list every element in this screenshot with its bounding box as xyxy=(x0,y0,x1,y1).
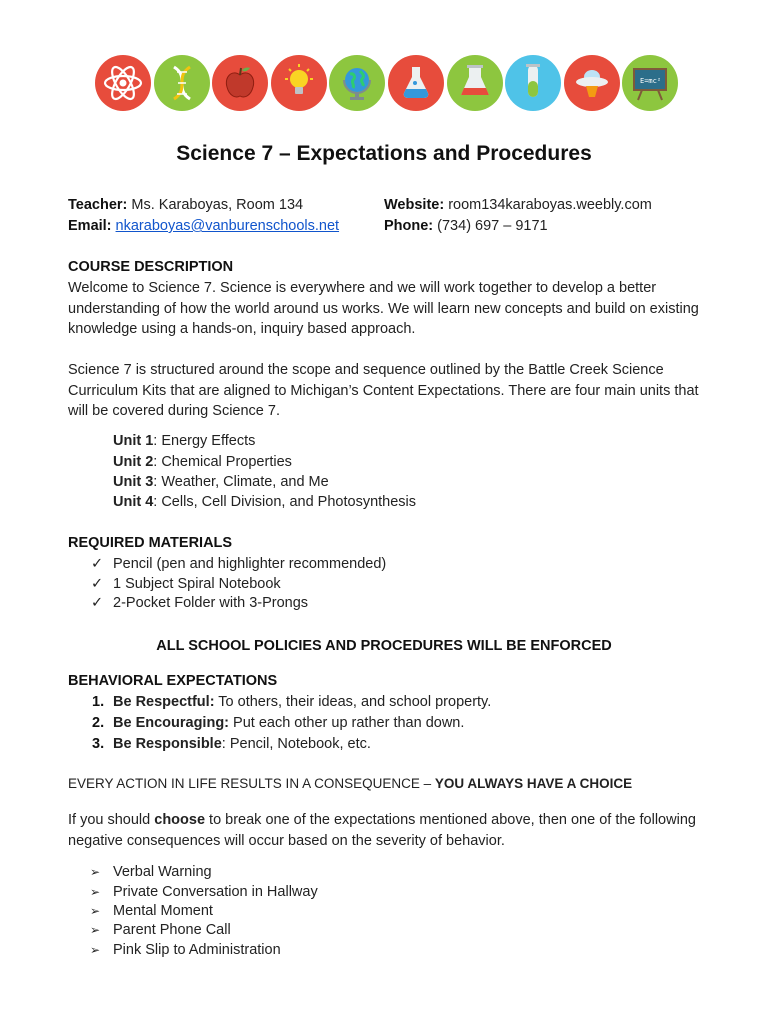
consequence-choice: YOU ALWAYS HAVE A CHOICE xyxy=(434,776,633,791)
expectation-label: Be Encouraging: xyxy=(113,715,230,731)
item-number: 3. xyxy=(92,736,105,752)
course-paragraph-2: Science 7 is structured around the scope and sequence outlined by the Battle Creek Science Curriculum Kits that are aligned to Michigan’s Content Expectations. There are four main units that will be covered during Science 7. xyxy=(68,362,699,419)
choose-post: to break one of the expectations mentioned above, then one of the following negative consequences will occur based on the severity of behavior. xyxy=(68,812,696,849)
choose-pre: If you should xyxy=(68,812,155,828)
unit-label: Unit 2 xyxy=(113,454,154,470)
consequence-item xyxy=(90,864,212,880)
unit-item xyxy=(113,454,292,470)
website-value: room134karaboyas.weebly.com xyxy=(444,197,652,213)
arrow-bullet-icon: ➢ xyxy=(90,923,101,937)
apple-icon xyxy=(212,55,268,111)
required-materials-heading: REQUIRED MATERIALS xyxy=(68,535,233,551)
expectation-item xyxy=(92,715,464,731)
consequence-text: Pink Slip to Administration xyxy=(113,942,281,958)
consequence-text: Private Conversation in Hallway xyxy=(113,884,318,900)
policies-notice: ALL SCHOOL POLICIES AND PROCEDURES WILL BE ENFORCED xyxy=(156,638,612,654)
science-icon-strip xyxy=(95,55,681,111)
course-paragraph-1: Welcome to Science 7. Science is everywhere and we will work together to develop a better understanding of how the world around us works. We will learn new concepts and build on existing knowledge using a hands-on, inquiry based approach. xyxy=(68,280,699,337)
teacher-value: Ms. Karaboyas, Room 134 xyxy=(127,197,304,213)
choose-bold: choose xyxy=(154,812,206,828)
phone-label: Phone: xyxy=(384,218,434,234)
expectation-item xyxy=(92,694,491,710)
phone-line xyxy=(384,218,548,234)
email-label: Email: xyxy=(68,218,112,234)
consequence-text: Parent Phone Call xyxy=(113,922,231,938)
behavioral-expectations-heading: BEHAVIORAL EXPECTATIONS xyxy=(68,673,278,689)
expectation-label: Be Responsible xyxy=(113,736,222,752)
atom-icon xyxy=(95,55,151,111)
consequence-item xyxy=(90,903,213,919)
consequence-item xyxy=(90,942,281,958)
consequence-item xyxy=(90,922,231,938)
choose-paragraph xyxy=(68,810,708,851)
email-link[interactable]: nkaraboyas@vanburenschools.net xyxy=(115,218,340,234)
material-item xyxy=(91,595,308,611)
item-number: 2. xyxy=(92,715,105,731)
flask-icon xyxy=(388,55,444,111)
chalkboard-icon xyxy=(622,55,678,111)
test-tube-icon xyxy=(505,55,561,111)
expectation-text: Put each other up rather than down. xyxy=(229,715,465,731)
globe-icon xyxy=(329,55,385,111)
unit-text: : Weather, Climate, and Me xyxy=(153,474,329,490)
material-item xyxy=(91,576,281,592)
unit-text: : Chemical Properties xyxy=(153,454,292,470)
dna-icon xyxy=(154,55,210,111)
phone-value: (734) 697 – 9171 xyxy=(433,218,548,234)
arrow-bullet-icon: ➢ xyxy=(90,904,101,918)
email-line xyxy=(68,218,339,234)
arrow-bullet-icon: ➢ xyxy=(90,943,101,957)
expectation-label: Be Respectful: xyxy=(113,694,215,710)
consequence-item xyxy=(90,884,318,900)
unit-item xyxy=(113,494,416,510)
consequence-text: Verbal Warning xyxy=(113,864,212,880)
material-text: 2-Pocket Folder with 3-Prongs xyxy=(113,595,309,611)
unit-item xyxy=(113,474,329,490)
material-text: Pencil (pen and highlighter recommended) xyxy=(113,556,387,572)
expectation-text: To others, their ideas, and school property. xyxy=(214,694,492,710)
unit-label: Unit 4 xyxy=(113,494,154,510)
unit-text: : Cells, Cell Division, and Photosynthesis xyxy=(153,494,417,510)
teacher-label: Teacher: xyxy=(68,197,128,213)
unit-label: Unit 1 xyxy=(113,433,154,449)
arrow-bullet-icon: ➢ xyxy=(90,885,101,899)
expectation-item xyxy=(92,736,371,752)
teacher-line xyxy=(68,197,303,213)
course-description-heading: COURSE DESCRIPTION xyxy=(68,259,234,275)
material-text: 1 Subject Spiral Notebook xyxy=(113,576,281,592)
consequence-statement xyxy=(68,776,632,791)
checkmark-icon: ✓ xyxy=(91,556,104,572)
page-title: Science 7 – Expectations and Procedures xyxy=(176,142,592,165)
unit-item xyxy=(113,433,255,449)
website-line xyxy=(384,197,652,213)
svg-text:E=mc²: E=mc² xyxy=(640,77,662,85)
material-item xyxy=(91,556,386,572)
lightbulb-icon xyxy=(271,55,327,111)
consequence-text: Mental Moment xyxy=(113,903,213,919)
beaker-icon xyxy=(447,55,503,111)
item-number: 1. xyxy=(92,694,105,710)
checkmark-icon: ✓ xyxy=(91,595,104,611)
unit-text: : Energy Effects xyxy=(153,433,256,449)
arrow-bullet-icon: ➢ xyxy=(90,865,101,879)
expectation-text: : Pencil, Notebook, etc. xyxy=(221,736,371,752)
checkmark-icon: ✓ xyxy=(91,576,104,592)
consequence-prefix: EVERY ACTION IN LIFE RESULTS IN A CONSEQUENCE – xyxy=(68,776,435,791)
ufo-icon xyxy=(564,55,620,111)
website-label: Website: xyxy=(384,197,445,213)
unit-label: Unit 3 xyxy=(113,474,154,490)
